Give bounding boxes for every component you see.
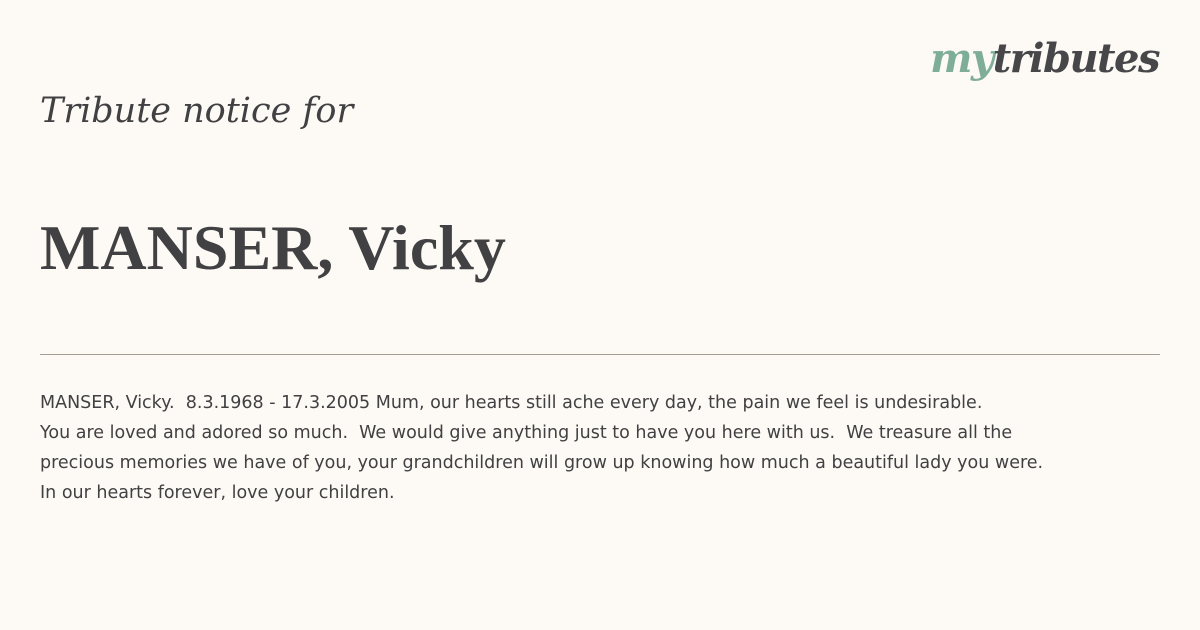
notice-line: precious memories we have of you, your grandchildren will grow up knowing how much a beautiful lady you were.: [40, 453, 1044, 473]
logo-suffix: tributes: [992, 35, 1159, 82]
divider: [40, 354, 1160, 355]
deceased-name: MANSER, Vicky: [40, 212, 506, 283]
notice-text: [40, 388, 1180, 508]
notice-line: You are loved and adored so much. We would give anything just to have you here with us. We treasure all the: [40, 423, 1013, 443]
mytributes-logo[interactable]: [930, 34, 1159, 84]
logo-prefix: my: [930, 35, 993, 82]
notice-line: In our hearts forever, love your children.: [40, 483, 395, 503]
tribute-notice-label: Tribute notice for: [40, 91, 354, 131]
notice-line: MANSER, Vicky. 8.3.1968 - 17.3.2005 Mum, our hearts still ache every day, the pain we feel is undesirable.: [40, 393, 983, 413]
